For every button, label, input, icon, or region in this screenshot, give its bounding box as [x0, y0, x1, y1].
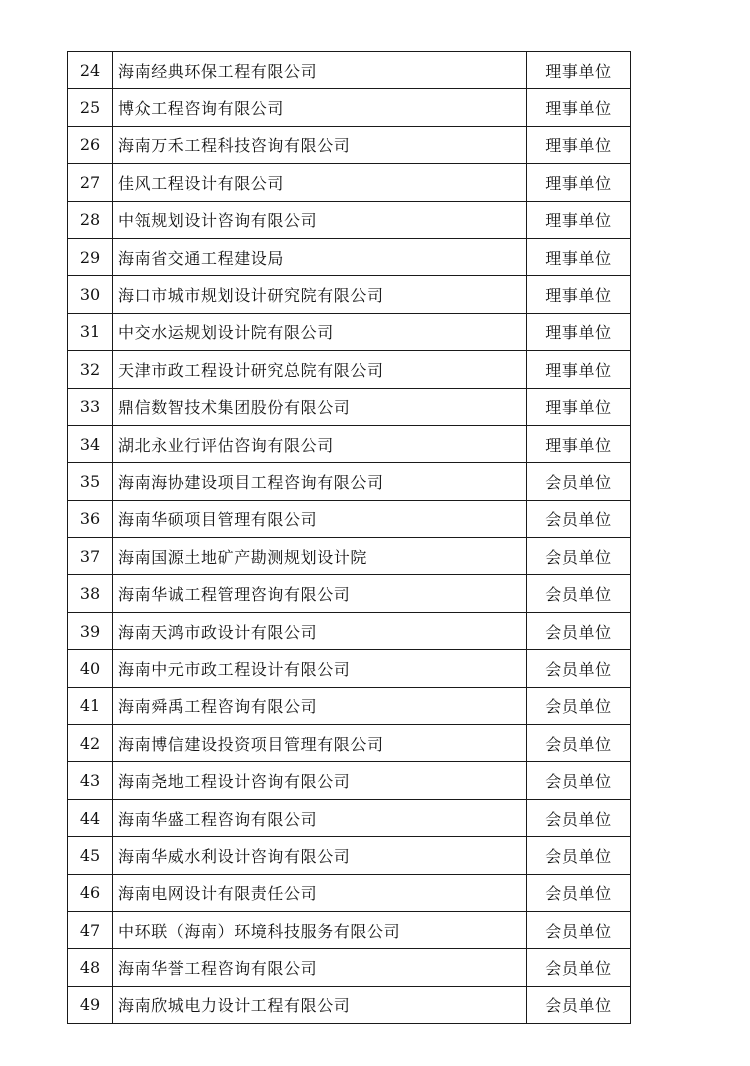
table-row: [68, 201, 631, 238]
table-row: [68, 351, 631, 388]
membership-type-cell: 理事单位: [527, 313, 631, 350]
membership-type-cell: 理事单位: [527, 164, 631, 201]
row-number-cell: 42: [68, 725, 113, 762]
membership-type-cell: 理事单位: [527, 238, 631, 275]
row-number-cell: 44: [68, 799, 113, 836]
organization-name-cell: 佳风工程设计有限公司: [113, 164, 527, 201]
organization-name-cell: 海南省交通工程建设局: [113, 238, 527, 275]
membership-type-cell: 会员单位: [527, 463, 631, 500]
membership-type-cell: 会员单位: [527, 725, 631, 762]
table-row: [68, 725, 631, 762]
table-row: [68, 89, 631, 126]
organization-name-cell: 海南万禾工程科技咨询有限公司: [113, 126, 527, 163]
organization-name-cell: 海南中元市政工程设计有限公司: [113, 650, 527, 687]
membership-type-cell: 会员单位: [527, 687, 631, 724]
membership-type-cell: 会员单位: [527, 538, 631, 575]
member-table-body: [68, 52, 631, 1024]
organization-name-cell: 海南华硕项目管理有限公司: [113, 500, 527, 537]
organization-name-cell: 湖北永业行评估咨询有限公司: [113, 425, 527, 462]
row-number-cell: 35: [68, 463, 113, 500]
row-number-cell: 38: [68, 575, 113, 612]
row-number-cell: 39: [68, 612, 113, 649]
table-row: [68, 799, 631, 836]
table-row: [68, 687, 631, 724]
organization-name-cell: 海南博信建设投资项目管理有限公司: [113, 725, 527, 762]
organization-name-cell: 中交水运规划设计院有限公司: [113, 313, 527, 350]
row-number-cell: 33: [68, 388, 113, 425]
row-number-cell: 41: [68, 687, 113, 724]
organization-name-cell: 海南舜禹工程咨询有限公司: [113, 687, 527, 724]
table-row: [68, 612, 631, 649]
organization-name-cell: 海南经典环保工程有限公司: [113, 52, 527, 89]
organization-name-cell: 海南华诚工程管理咨询有限公司: [113, 575, 527, 612]
table-row: [68, 949, 631, 986]
row-number-cell: 34: [68, 425, 113, 462]
membership-type-cell: 理事单位: [527, 276, 631, 313]
table-row: [68, 575, 631, 612]
table-row: [68, 238, 631, 275]
table-row: [68, 500, 631, 537]
membership-type-cell: 会员单位: [527, 911, 631, 948]
table-row: [68, 874, 631, 911]
row-number-cell: 45: [68, 837, 113, 874]
organization-name-cell: 海南尧地工程设计咨询有限公司: [113, 762, 527, 799]
table-row: [68, 276, 631, 313]
member-table: [67, 51, 631, 1024]
table-row: [68, 650, 631, 687]
row-number-cell: 46: [68, 874, 113, 911]
row-number-cell: 31: [68, 313, 113, 350]
row-number-cell: 32: [68, 351, 113, 388]
row-number-cell: 49: [68, 986, 113, 1023]
table-row: [68, 313, 631, 350]
membership-type-cell: 会员单位: [527, 874, 631, 911]
row-number-cell: 43: [68, 762, 113, 799]
table-row: [68, 425, 631, 462]
table-row: [68, 52, 631, 89]
row-number-cell: 40: [68, 650, 113, 687]
row-number-cell: 48: [68, 949, 113, 986]
organization-name-cell: 海南国源土地矿产勘测规划设计院: [113, 538, 527, 575]
membership-type-cell: 会员单位: [527, 650, 631, 687]
membership-type-cell: 会员单位: [527, 986, 631, 1023]
row-number-cell: 29: [68, 238, 113, 275]
table-row: [68, 538, 631, 575]
membership-type-cell: 会员单位: [527, 575, 631, 612]
table-row: [68, 164, 631, 201]
organization-name-cell: 中瓴规划设计咨询有限公司: [113, 201, 527, 238]
table-row: [68, 126, 631, 163]
organization-name-cell: 鼎信数智技术集团股份有限公司: [113, 388, 527, 425]
organization-name-cell: 海南电网设计有限责任公司: [113, 874, 527, 911]
row-number-cell: 28: [68, 201, 113, 238]
table-row: [68, 388, 631, 425]
table-row: [68, 986, 631, 1023]
row-number-cell: 24: [68, 52, 113, 89]
membership-type-cell: 理事单位: [527, 89, 631, 126]
row-number-cell: 26: [68, 126, 113, 163]
membership-type-cell: 会员单位: [527, 837, 631, 874]
row-number-cell: 47: [68, 911, 113, 948]
membership-type-cell: 理事单位: [527, 52, 631, 89]
membership-type-cell: 会员单位: [527, 949, 631, 986]
organization-name-cell: 海南欣城电力设计工程有限公司: [113, 986, 527, 1023]
table-row: [68, 837, 631, 874]
membership-type-cell: 理事单位: [527, 201, 631, 238]
row-number-cell: 25: [68, 89, 113, 126]
organization-name-cell: 海南华誉工程咨询有限公司: [113, 949, 527, 986]
table-row: [68, 762, 631, 799]
organization-name-cell: 海南华威水利设计咨询有限公司: [113, 837, 527, 874]
row-number-cell: 37: [68, 538, 113, 575]
membership-type-cell: 会员单位: [527, 762, 631, 799]
organization-name-cell: 天津市政工程设计研究总院有限公司: [113, 351, 527, 388]
table-row: [68, 463, 631, 500]
organization-name-cell: 博众工程咨询有限公司: [113, 89, 527, 126]
membership-type-cell: 理事单位: [527, 425, 631, 462]
organization-name-cell: 中环联（海南）环境科技服务有限公司: [113, 911, 527, 948]
membership-type-cell: 理事单位: [527, 126, 631, 163]
membership-type-cell: 理事单位: [527, 388, 631, 425]
table-row: [68, 911, 631, 948]
membership-type-cell: 会员单位: [527, 612, 631, 649]
row-number-cell: 30: [68, 276, 113, 313]
organization-name-cell: 海南海协建设项目工程咨询有限公司: [113, 463, 527, 500]
membership-type-cell: 会员单位: [527, 799, 631, 836]
organization-name-cell: 海口市城市规划设计研究院有限公司: [113, 276, 527, 313]
membership-type-cell: 理事单位: [527, 351, 631, 388]
row-number-cell: 36: [68, 500, 113, 537]
organization-name-cell: 海南华盛工程咨询有限公司: [113, 799, 527, 836]
row-number-cell: 27: [68, 164, 113, 201]
membership-type-cell: 会员单位: [527, 500, 631, 537]
organization-name-cell: 海南天鸿市政设计有限公司: [113, 612, 527, 649]
